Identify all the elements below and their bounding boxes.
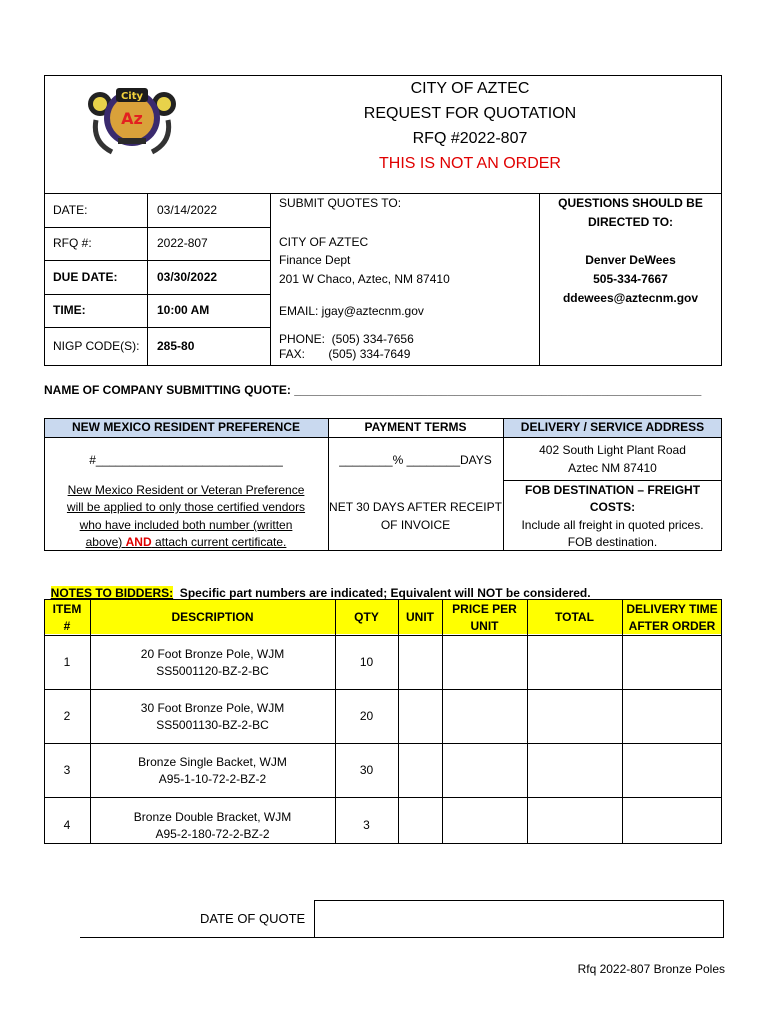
col-header-price-line1: PRICE PER: [452, 601, 517, 616]
due-date-value: 03/30/2022: [157, 270, 218, 284]
row-description-line2: A95-1-10-72-2-BZ-2: [158, 771, 267, 786]
notes-text: Specific part numbers are indicated; Equivalent will NOT be considered.: [173, 586, 591, 600]
col-header-qty: QTY: [354, 610, 379, 624]
row-qty: 20: [359, 709, 374, 723]
submit-phone: PHONE: (505) 334-7656: [279, 332, 414, 346]
row-description-line1: Bronze Single Backet, WJM: [138, 754, 287, 769]
delivery-time-input[interactable]: [623, 636, 721, 689]
questions-heading-1: QUESTIONS SHOULD BE: [558, 196, 703, 210]
row-description-line2: SS5001130-BZ-2-BC: [156, 717, 269, 732]
svg-text:Az: Az: [121, 109, 143, 128]
row-item-number: 3: [63, 763, 71, 777]
submit-email: EMAIL: jgay@aztecnm.gov: [279, 304, 424, 318]
col-header-item: [44, 600, 90, 635]
info-row-line: [44, 294, 270, 295]
rfq-label: RFQ #:: [53, 236, 92, 250]
date-label: DATE:: [53, 203, 88, 217]
company-name-line[interactable]: NAME OF COMPANY SUBMITTING QUOTE: _____________________________________________________________: [44, 383, 702, 397]
row-qty: 10: [359, 655, 374, 669]
nigp-value: 285-80: [157, 339, 195, 353]
col-header-price: [442, 600, 527, 635]
questions-contact-phone: 505-334-7667: [593, 272, 668, 286]
not-an-order-notice: THIS IS NOT AN ORDER: [379, 155, 561, 172]
svg-text:City: City: [120, 91, 144, 102]
row-description-line1: 30 Foot Bronze Pole, WJM: [140, 700, 285, 715]
resident-note-text: above): [85, 535, 126, 549]
row-item-number: 4: [63, 818, 71, 832]
payment-heading: PAYMENT TERMS: [364, 420, 467, 434]
submit-org: CITY OF AZTEC: [279, 235, 369, 249]
row-description-line1: 20 Foot Bronze Pole, WJM: [140, 646, 285, 661]
date-of-quote-label: DATE OF QUOTE: [200, 911, 306, 926]
fob-heading-line1: FOB DESTINATION – FREIGHT: [524, 483, 701, 497]
info-divider: [147, 193, 148, 366]
row-description: [90, 798, 335, 853]
info-row-line: [44, 260, 270, 261]
row-item-number: 1: [63, 655, 71, 669]
col-header-item-line2: #: [63, 618, 71, 633]
date-of-quote-underline: [80, 937, 314, 938]
col-header-delivery-line2: AFTER ORDER: [628, 618, 716, 633]
submit-heading: SUBMIT QUOTES TO:: [279, 196, 402, 210]
due-date-label: DUE DATE:: [53, 270, 118, 284]
payment-net-line2: OF INVOICE: [380, 518, 451, 532]
price-input[interactable]: [443, 636, 527, 689]
submit-divider-left: [270, 193, 271, 366]
col-header-item-line1: ITEM: [52, 601, 82, 616]
date-value: 03/14/2022: [157, 203, 218, 217]
col-header-delivery: [622, 600, 722, 635]
questions-contact-email: ddewees@aztecnm.gov: [562, 291, 699, 305]
col-header-delivery-line1: DELIVERY TIME: [626, 601, 718, 616]
row-qty: 30: [359, 763, 374, 777]
row-item-number: 2: [63, 709, 71, 723]
row-description: [90, 744, 335, 797]
row-qty: 3: [363, 818, 370, 832]
unit-input[interactable]: [399, 636, 442, 689]
notes-to-bidders: [44, 572, 591, 600]
rfq-number-title: RFQ #2022-807: [412, 130, 528, 147]
delivery-address-line2: Aztec NM 87410: [568, 461, 657, 475]
resident-number-field[interactable]: #____________________________: [89, 453, 283, 467]
footer-text: Rfq 2022-807 Bronze Poles: [577, 962, 725, 976]
notes-label: NOTES TO BIDDERS:: [50, 586, 174, 600]
row-description: [90, 690, 335, 743]
city-seal-icon: [86, 80, 178, 160]
resident-heading: NEW MEXICO RESIDENT PREFERENCE: [71, 420, 301, 434]
city-logo: [86, 80, 178, 160]
col-header-description: DESCRIPTION: [171, 610, 254, 624]
doc-type-title: REQUEST FOR QUOTATION: [363, 105, 577, 122]
resident-note-line: [44, 535, 328, 549]
terms-header-line: [44, 437, 722, 438]
total-input[interactable]: [528, 636, 622, 689]
col-header-price-line2: UNIT: [470, 618, 499, 633]
rfq-value: 2022-807: [157, 236, 208, 250]
city-title: CITY OF AZTEC: [410, 80, 530, 97]
submit-dept: Finance Dept: [279, 253, 351, 267]
info-row-line: [44, 227, 270, 228]
row-description-line2: SS5001120-BZ-2-BC: [156, 663, 269, 678]
delivery-address-line1: 402 South Light Plant Road: [539, 443, 686, 457]
col-header-total: TOTAL: [555, 610, 594, 624]
questions-heading-2: DIRECTED TO:: [587, 215, 674, 229]
resident-note-line: New Mexico Resident or Veteran Preference: [67, 483, 305, 497]
submit-fax: FAX: (505) 334-7649: [279, 347, 411, 361]
questions-contact-name: Denver DeWees: [585, 253, 676, 267]
resident-note-line: will be applied to only those certified vendors: [66, 500, 306, 514]
time-value: 10:00 AM: [157, 303, 210, 317]
header-divider: [44, 193, 722, 194]
delivery-heading: DELIVERY / SERVICE ADDRESS: [520, 420, 705, 434]
fob-note-line2: FOB destination.: [567, 535, 658, 549]
delivery-split-line: [503, 480, 722, 481]
time-label: TIME:: [53, 303, 86, 317]
resident-note-and: AND: [125, 535, 152, 549]
nigp-label: NIGP CODE(S):: [53, 339, 140, 353]
date-of-quote-field[interactable]: [314, 900, 724, 938]
row-description-line1: Bronze Double Bracket, WJM: [133, 809, 292, 824]
col-header-unit: UNIT: [406, 610, 434, 624]
info-row-line: [44, 327, 270, 328]
row-description: [90, 636, 335, 689]
fob-heading-line2: COSTS:: [589, 500, 636, 514]
fob-note-line1: Include all freight in quoted prices.: [521, 518, 704, 532]
resident-note-text: attach current certificate.: [151, 535, 287, 549]
payment-net-line1: NET 30 DAYS AFTER RECEIPT: [329, 500, 502, 514]
submit-address: 201 W Chaco, Aztec, NM 87410: [279, 272, 450, 286]
payment-terms-field[interactable]: ________% ________DAYS: [339, 453, 492, 467]
resident-note-line: who have included both number (written: [79, 518, 293, 532]
row-description-line2: A95-2-180-72-2-BZ-2: [155, 826, 270, 841]
